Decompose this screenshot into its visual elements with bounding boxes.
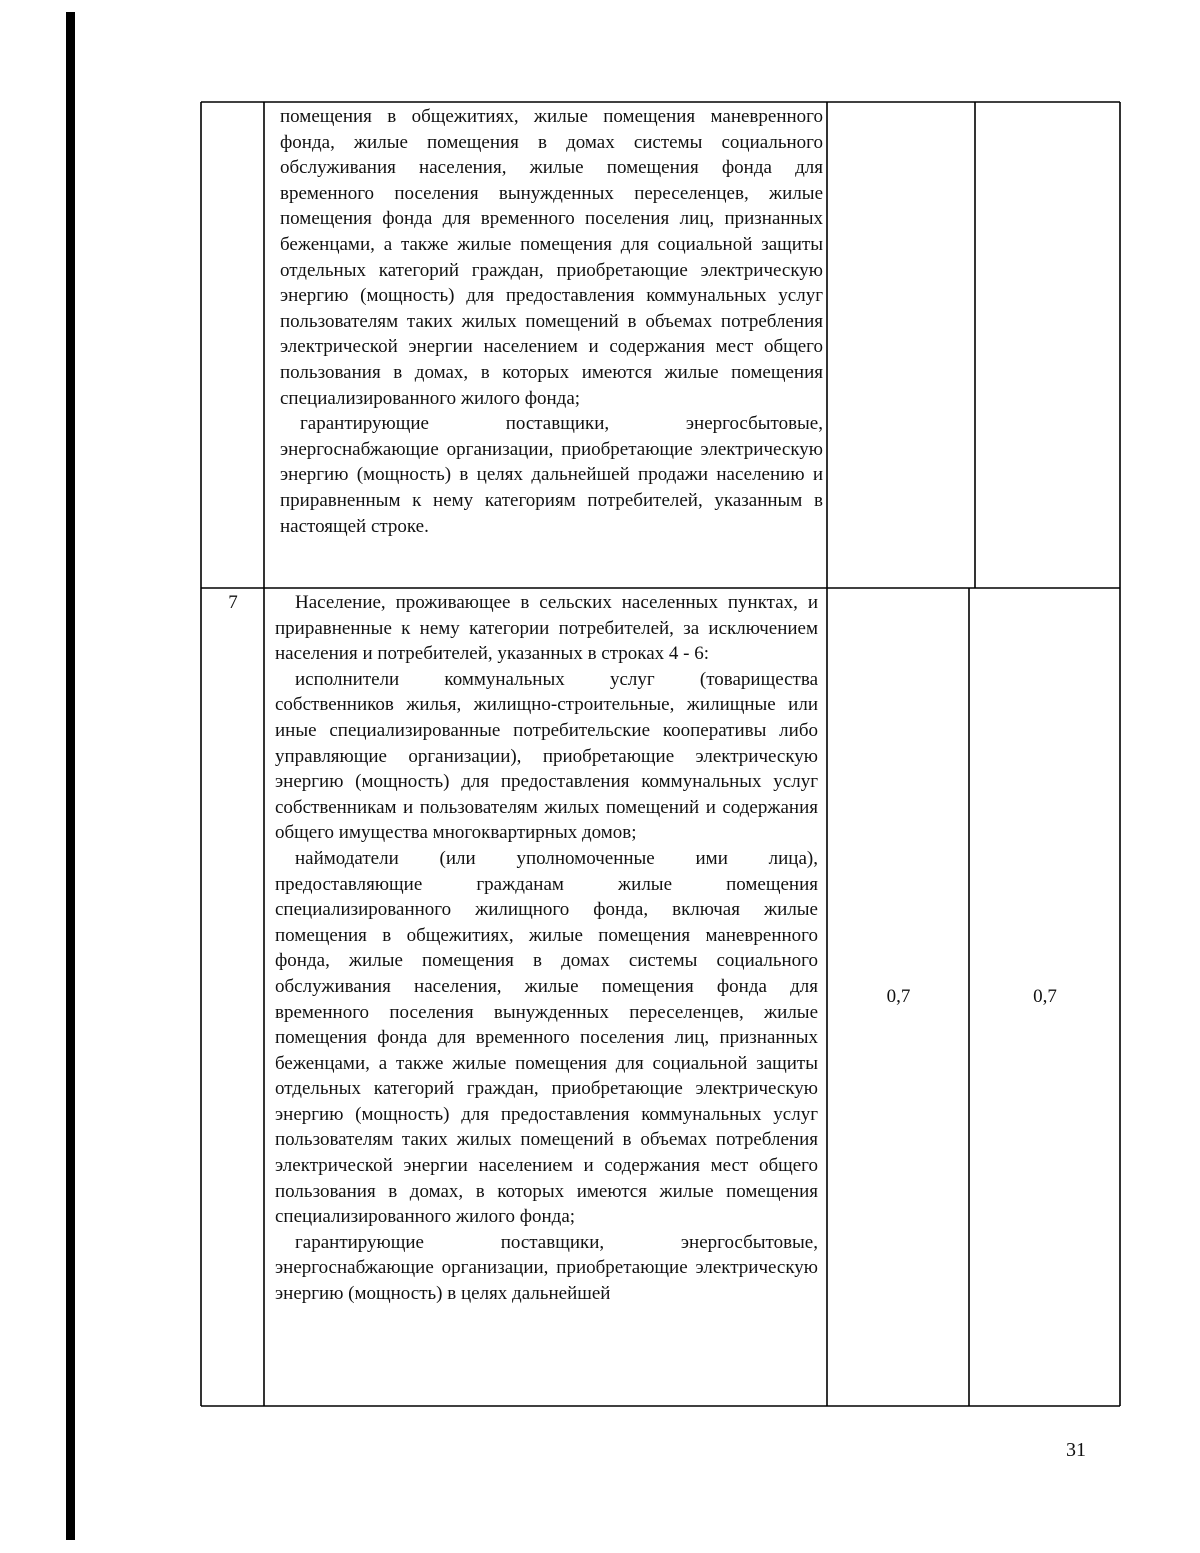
row-7-value-2: 0,7 <box>1033 986 1057 1007</box>
paragraph: наймодатели (или уполномоченные ими лица), предоставляющие гражданам жилые помещения специализированного жилищного фонда, включая жилые помещения в общежитиях, жилые помещения маневренного фонда, жилые помещения в домах системы социального обслуживания населения, жилые помещения фонда для временного поселения вынужденных переселенцев, жилые помещения фонда для временного поселения лиц, признанных беженцами, а также жилые помещения для социальной защиты отдельных категорий граждан, приобретающие электрическую энергию (мощность) для предоставления коммунальных услуг пользователям таких жилых помещений в объемах потребления электрической энергии населением и содержания мест общего пользования в домах, в которых имеются жилые помещения специализированного жилого фонда; <box>275 847 818 1228</box>
row-7-description <box>275 590 818 1307</box>
paragraph: гарантирующие поставщики, энергосбытовые, энергоснабжающие организации, приобретающие электрическую энергию (мощность) в целях дальнейшей <box>275 1231 818 1305</box>
page-number: 31 <box>1066 1439 1086 1461</box>
row-continued-description <box>280 104 823 539</box>
paragraph: гарантирующие поставщики, энергосбытовые, энергоснабжающие организации, приобретающие электрическую энергию (мощность) в целях дальнейшей продажи населению и приравненным к нему категориям потребителей, указанным в настоящей строке. <box>280 413 823 537</box>
row-7-value-1: 0,7 <box>886 986 911 1007</box>
paragraph: помещения в общежитиях, жилые помещения маневренного фонда, жилые помещения в домах системы социального обслуживания населения, жилые помещения фонда для временного поселения вынужденных переселенцев, жилые помещения фонда для временного поселения лиц, признанных беженцами, а также жилые помещения для социальной защиты отдельных категорий граждан, приобретающие электрическую энергию (мощность) для предоставления коммунальных услуг пользователям таких жилых помещений в объемах потребления электрической энергии населением и содержания мест общего пользования в домах, в которых имеются жилые помещения специализированного жилого фонда; <box>280 106 823 409</box>
row-7-number: 7 <box>228 592 238 613</box>
paragraph: Население, проживающее в сельских населенных пунктах, и приравненные к нему категории потребителей, за исключением населения и потребителей, указанных в строках 4 - 6: <box>275 592 818 665</box>
paragraph: исполнители коммунальных услуг (товарищества собственников жилья, жилищно-строительные, жилищные или иные специализированные потребительские кооперативы либо управляющие организации), приобретающие электрическую энергию (мощность) для предоставления коммунальных услуг собственникам и пользователям жилых помещений и содержания общего имущества многоквартирных домов; <box>275 668 818 844</box>
